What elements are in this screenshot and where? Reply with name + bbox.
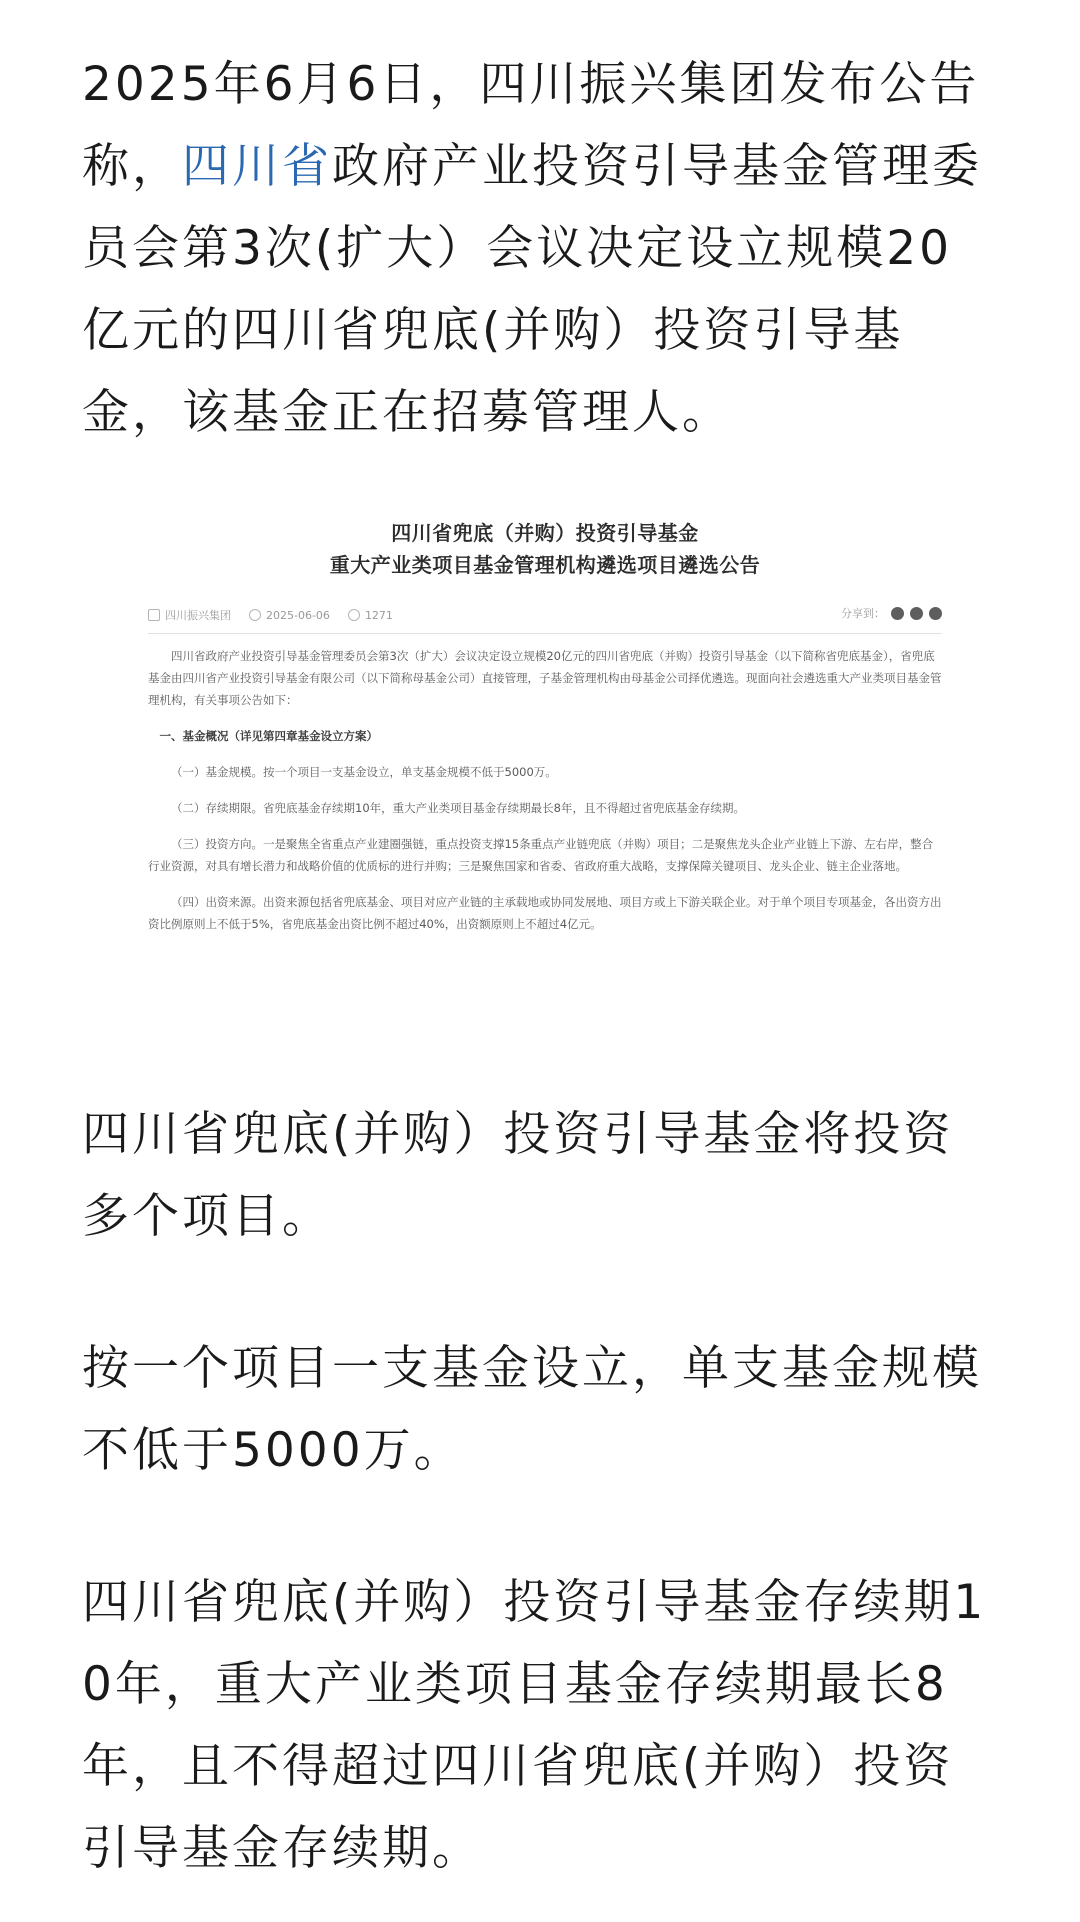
views-meta [348, 609, 393, 622]
source-meta [148, 607, 231, 623]
announcement-meta [148, 603, 942, 634]
announcement-item-2: （二）存续期限。省兜底基金存续期10年，重大产业类项目基金存续期最长8年，且不得超过省兜底基金存续期。 [171, 801, 745, 815]
date-text: 2025-06-06 [266, 608, 330, 622]
announcement-item-3: （三）投资方向。一是聚焦全省重点产业建圈强链，重点投资支撑15条重点产业链兜底（并购）项目；二是聚焦龙头企业产业链上下游、左右岸，整合行业资源，对具有增长潜力和战略价值的优质标的进行并购；三是聚焦国家和省委、省政府重大战略，支撑保障关键项目、龙头企业、链主企业落地。 [148, 837, 934, 873]
paragraph-fund-size: 按一个项目一支基金设立，单支基金规模不低于5000万。 [82, 1341, 982, 1478]
eye-icon [348, 609, 360, 621]
document-icon [148, 609, 160, 621]
announcement-item-4: （四）出资来源。出资来源包括省兜底基金、项目对应产业链的主承载地或协同发展地、项目方或上下游关联企业。对于单个项目专项基金，各出资方出资比例原则上不低于5%，省兜底基金出资比例不超过40%，出资额原则上不超过4亿元。 [148, 895, 942, 931]
announcement-body [148, 645, 942, 949]
share-qq-icon[interactable] [929, 607, 942, 620]
intro-text-pre: 2025年6月6日，四川振兴集团发布公告称， [82, 57, 980, 194]
announcement-title [140, 517, 950, 581]
paragraph-duration: 四川省兜底(并购）投资引导基金存续期10年，重大产业类项目基金存续期最长8年，且不得超过四川省兜底(并购）投资引导基金存续期。 [82, 1575, 987, 1876]
share-label: 分享到： [841, 607, 885, 620]
announcement-screenshot [140, 505, 950, 1025]
announcement-intro: 四川省政府产业投资引导基金管理委员会第3次（扩大）会议决定设立规模20亿元的四川省兜底（并购）投资引导基金（以下简称省兜底基金），省兜底基金由四川省产业投资引导基金有限公司（以下简称母基金公司）直接管理，子基金管理机构由母基金公司择优遴选。现面向社会遴选重大产业类项目基金管理机构，有关事项公告如下： [148, 649, 942, 707]
announcement-item-1: （一）基金规模。按一个项目一支基金设立，单支基金规模不低于5000万。 [171, 765, 557, 779]
sichuan-link[interactable]: 四川省 [182, 139, 332, 194]
clock-icon [249, 609, 261, 621]
share-weibo-icon[interactable] [910, 607, 923, 620]
paragraph-intro [82, 44, 1002, 454]
announcement-title-line2: 重大产业类项目基金管理机构遴选项目遴选公告 [329, 553, 761, 577]
intro-text-post: 政府产业投资引导基金管理委员会第3次(扩大）会议决定设立规模20亿元的四川省兜底(并购）投资引导基金，该基金正在招募管理人。 [82, 139, 982, 440]
announcement-title-line1: 四川省兜底（并购）投资引导基金 [391, 521, 699, 545]
announcement-section-heading: 一、基金概况（详见第四章基金设立方案） [159, 729, 378, 743]
source-text: 四川振兴集团 [165, 609, 231, 622]
share-wechat-icon[interactable] [891, 607, 904, 620]
date-meta [249, 609, 330, 622]
paragraph-projects: 四川省兜底(并购）投资引导基金将投资多个项目。 [82, 1107, 954, 1244]
views-text: 1271 [364, 608, 393, 622]
